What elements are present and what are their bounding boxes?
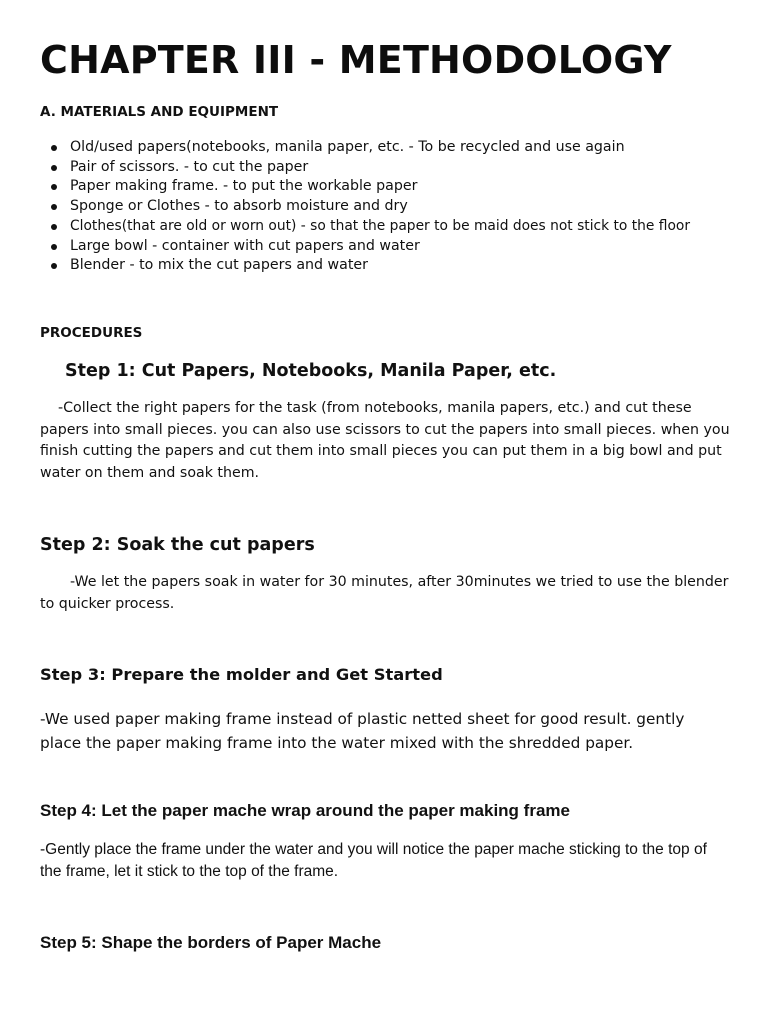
bullet-icon [51, 184, 57, 190]
step-2-title: Step 2: Soak the cut papers [40, 535, 315, 555]
step-5-title: Step 5: Shape the borders of Paper Mache [40, 933, 382, 952]
list-item-text: Pair of scissors. - to cut the paper [70, 158, 309, 175]
chapter-title: CHAPTER III - METHODOLOGY [40, 38, 672, 82]
list-item [40, 158, 690, 178]
bullet-icon [51, 244, 57, 250]
step-3-title: Step 3: Prepare the molder and Get Started [40, 665, 443, 684]
list-item [40, 138, 690, 158]
materials-list [40, 138, 690, 276]
step-4-title: Step 4: Let the paper mache wrap around the paper making frame [40, 801, 570, 820]
procedures-heading: PROCEDURES [40, 325, 143, 341]
bullet-icon [51, 204, 57, 210]
list-item-text: Large bowl - container with cut papers and water [70, 237, 420, 254]
list-item-text: Blender - to mix the cut papers and water [70, 257, 368, 274]
list-item-text: Paper making frame. - to put the workable paper [70, 178, 418, 195]
list-item [40, 197, 690, 217]
bullet-icon [51, 224, 57, 230]
step-4-body: -Gently place the frame under the water and you will notice the paper mache sticking to the top of the frame, let it stick to the top of the frame. [40, 841, 707, 880]
step-2-body: -We let the papers soak in water for 30 minutes, after 30minutes we tried to use the blender to quicker process. [40, 574, 729, 612]
step-1-title: Step 1: Cut Papers, Notebooks, Manila Paper, etc. [65, 361, 557, 381]
bullet-icon [51, 165, 57, 171]
list-item [40, 237, 690, 257]
step-1-body: -Collect the right papers for the task (from notebooks, manila papers, etc.) and cut these papers into small pieces. you can also use scissors to cut the papers into small pieces. when you finish cutting the papers and cut them into small pieces you can put them in a big bowl and put water on them and soak them. [40, 400, 730, 481]
list-item [40, 177, 690, 197]
list-item [40, 256, 690, 276]
bullet-icon [51, 145, 57, 151]
list-item-text: Old/used papers(notebooks, manila paper, etc. - To be recycled and use again [70, 139, 625, 155]
list-item-text: Clothes(that are old or worn out) - so that the paper to be maid does not stick to the floor [70, 217, 690, 234]
list-item [40, 217, 690, 237]
bullet-icon [51, 263, 57, 269]
list-item-text: Sponge or Clothes - to absorb moisture and dry [70, 198, 408, 215]
materials-heading: A. MATERIALS AND EQUIPMENT [40, 104, 279, 120]
step-3-body: -We used paper making frame instead of plastic netted sheet for good result. gently place the paper making frame into the water mixed with the shredded paper. [40, 710, 685, 752]
